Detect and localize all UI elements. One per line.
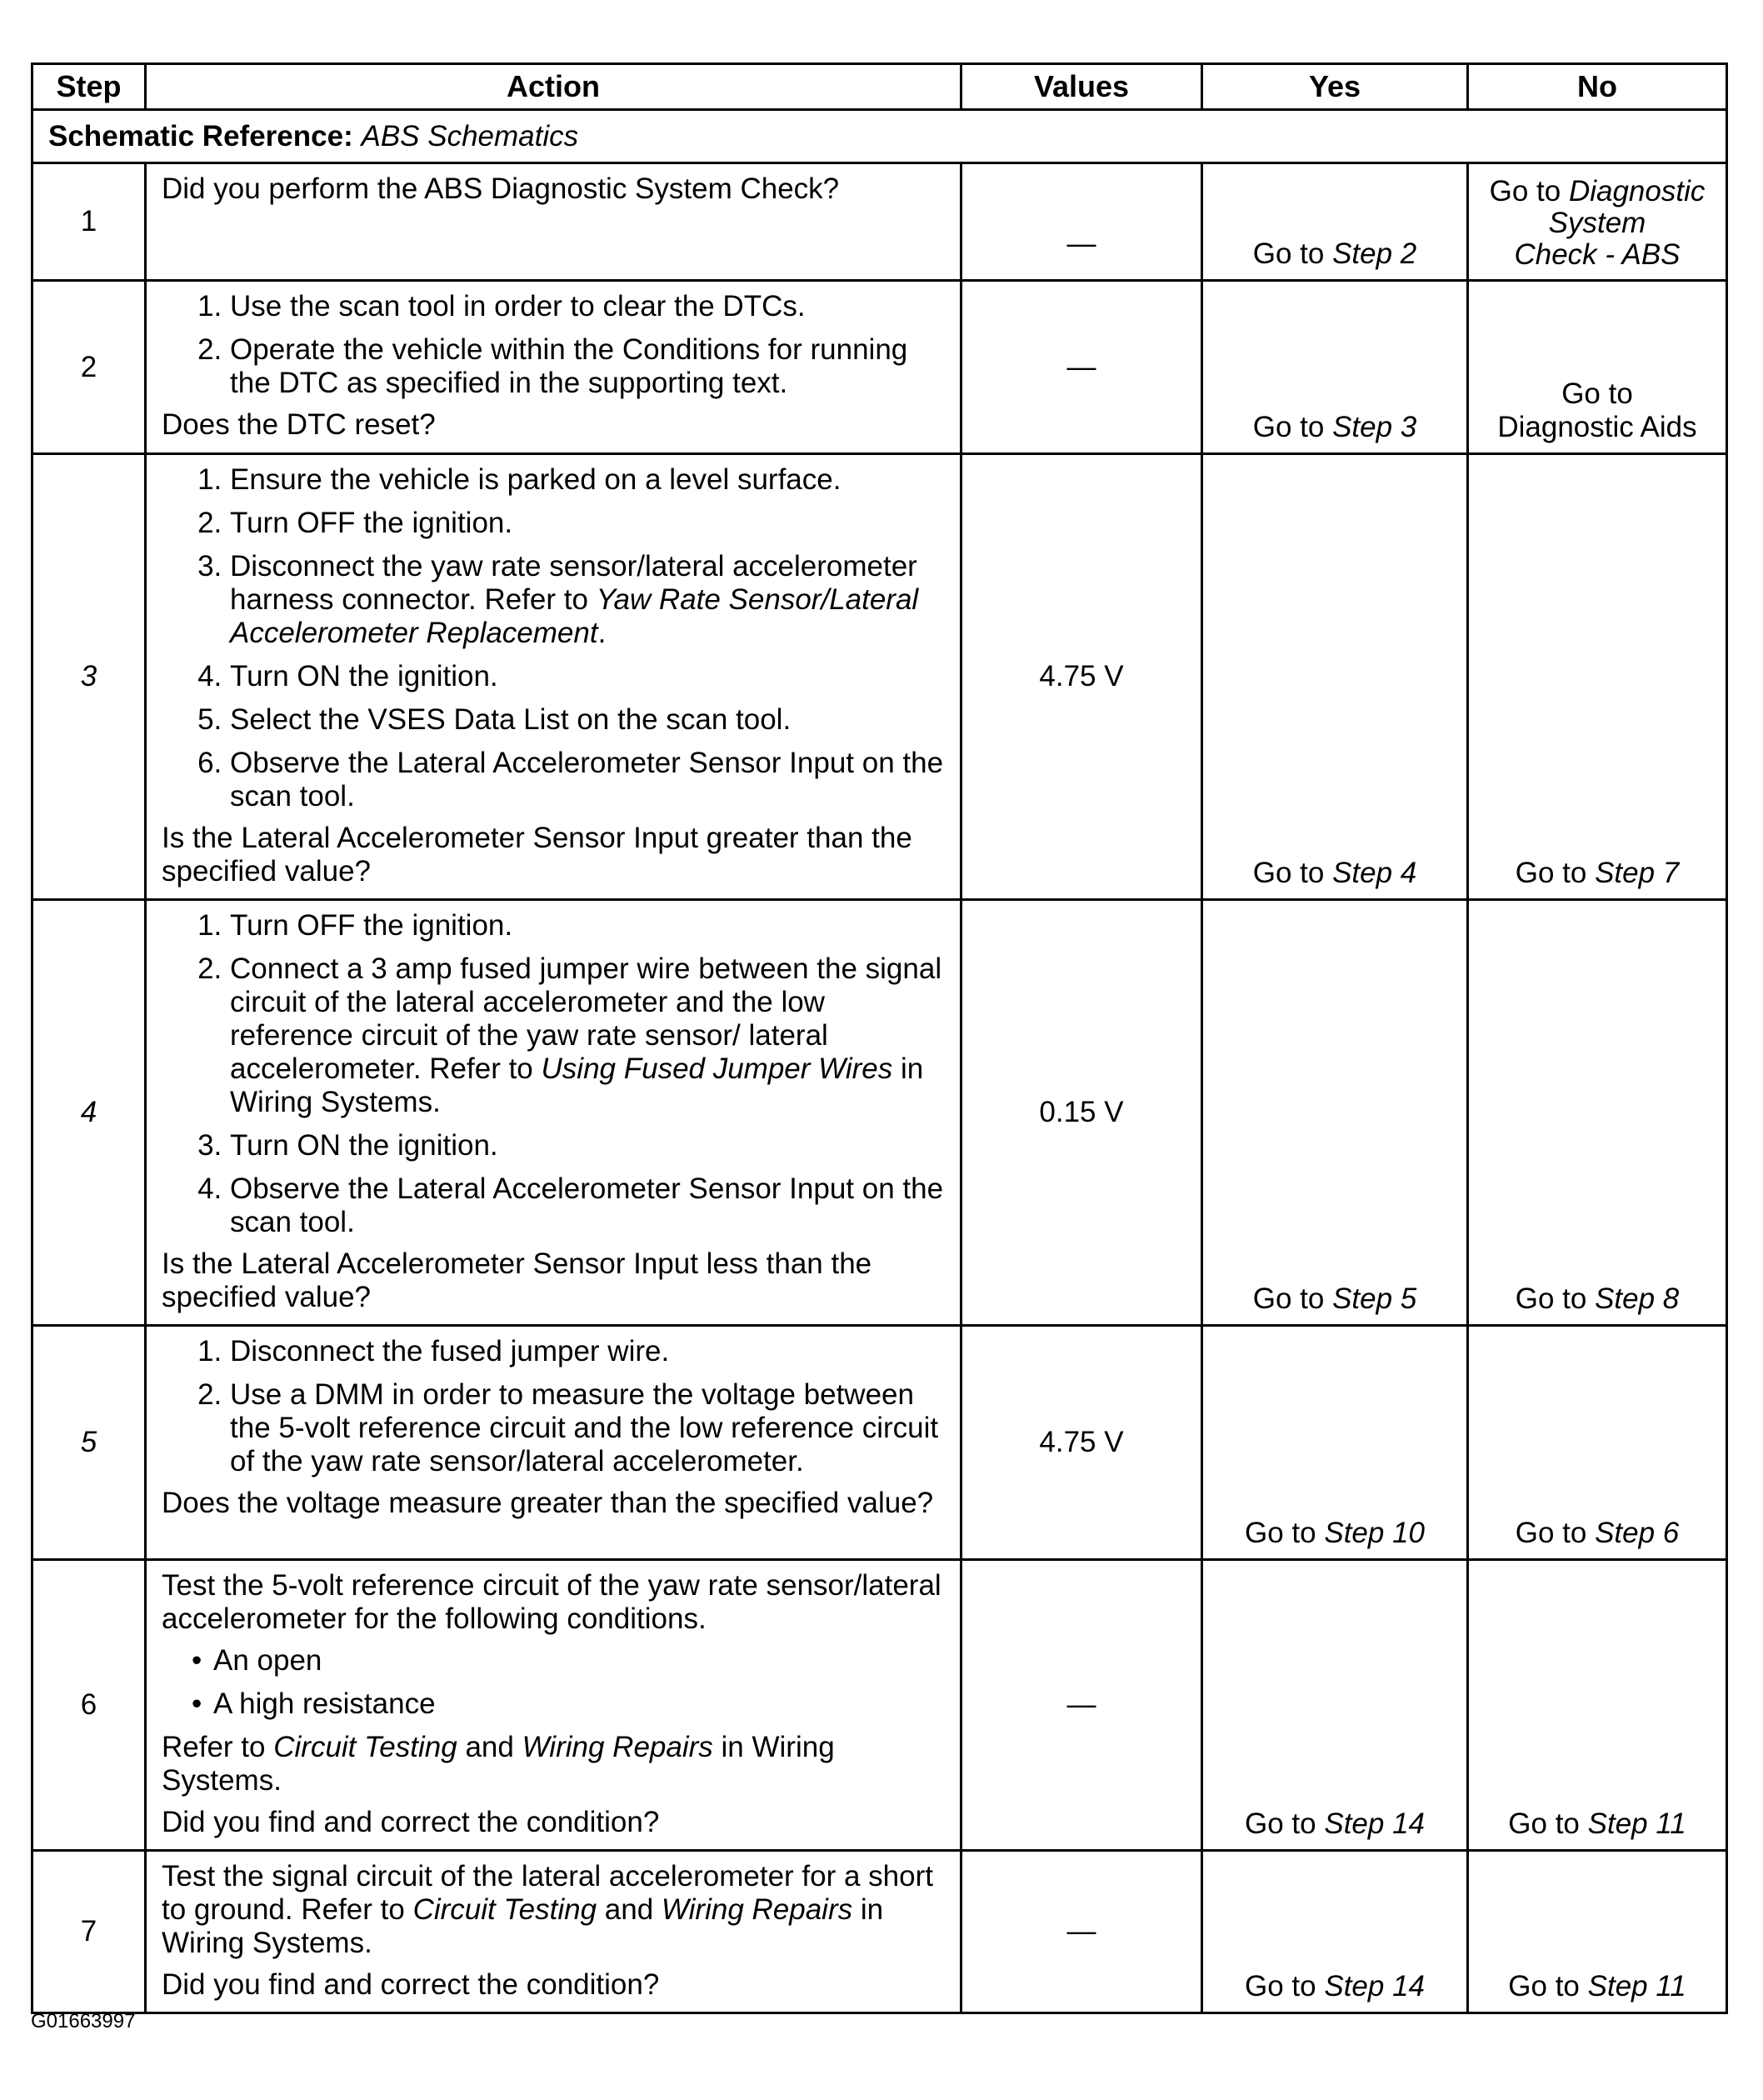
no-cell [1468, 163, 1727, 281]
action-item-text: Connect a 3 amp fused jumper wire between the signal circuit of the lateral accelerometer and the low reference circuit of the yaw rate sensor/ lateral accelerometer. Refer to [230, 952, 942, 1085]
yes-cell [1202, 900, 1468, 1326]
value-cell: — [961, 281, 1202, 454]
no-cell [1468, 454, 1727, 900]
no-prefix: Go to [1489, 175, 1561, 208]
no-cell [1468, 1851, 1727, 2013]
yes-cell [1202, 454, 1468, 900]
yes-step-link[interactable]: Step 2 [1332, 238, 1417, 270]
yes-step-link[interactable]: Step 4 [1332, 857, 1417, 889]
refer-and: and [604, 1893, 654, 1926]
table-row-step-7 [32, 1851, 1727, 2013]
refer-and: and [465, 1731, 514, 1763]
action-list [162, 290, 948, 400]
yes-step-link[interactable]: Step 14 [1324, 1970, 1425, 2002]
header-no: No [1468, 64, 1727, 110]
table-row-step-5 [32, 1326, 1727, 1560]
refer-tail: in Wiring Systems. [162, 1893, 884, 1959]
no-cell [1468, 1326, 1727, 1560]
table-row-step-3 [32, 454, 1727, 900]
schematic-link[interactable]: ABS Schematics [361, 119, 579, 152]
no-prefix: Go to [1515, 857, 1587, 889]
value-cell: — [961, 1560, 1202, 1851]
no-cell [1468, 900, 1727, 1326]
yes-prefix: Go to [1245, 1517, 1316, 1549]
action-item: 5. Select the VSES Data List on the scan tool. [230, 703, 948, 737]
action-item: 2. Use a DMM in order to measure the voltage between the 5-volt reference circuit and the low reference circuit of the yaw rate sensor/lateral accelerometer. [230, 1378, 948, 1478]
action-item: 1. Use the scan tool in order to clear the DTCs. [230, 290, 948, 323]
reference-link[interactable]: Wiring Repairs [522, 1731, 713, 1763]
list-item: • An open [213, 1644, 948, 1678]
step-number: 4 [32, 900, 146, 1326]
action-cell [146, 163, 961, 281]
value-cell: 4.75 V [961, 1326, 1202, 1560]
yes-cell [1202, 1560, 1468, 1851]
intro-text: Test the signal circuit of the lateral accelerometer for a short to ground. Refer to [162, 1860, 933, 1926]
list-item: • A high resistance [213, 1688, 948, 1721]
value-cell: — [961, 163, 1202, 281]
header-yes: Yes [1202, 64, 1468, 110]
refer-text [162, 1731, 948, 1798]
yes-prefix: Go to [1245, 1970, 1316, 2002]
action-cell [146, 454, 961, 900]
no-prefix: Go to [1515, 1517, 1587, 1549]
yes-step-link[interactable]: Step 3 [1332, 411, 1417, 443]
value-cell: — [961, 1851, 1202, 2013]
action-item: 3. Disconnect the yaw rate sensor/lateral accelerometer harness connector. Refer to Yaw Rate Sensor/Lateral Accelerometer Replacement. [230, 550, 948, 650]
action-intro [162, 1860, 948, 1960]
schematic-label: Schematic Reference: [48, 119, 353, 152]
yes-cell [1202, 163, 1468, 281]
no-prefix: Go to [1561, 378, 1633, 410]
table-row-step-6 [32, 1560, 1727, 1851]
step-number: 2 [32, 281, 146, 454]
action-cell [146, 1851, 961, 2013]
condition-list [162, 1644, 948, 1721]
yes-prefix: Go to [1252, 238, 1325, 270]
table-row-step-2 [32, 281, 1727, 454]
action-intro: Test the 5-volt reference circuit of the yaw rate sensor/lateral accelerometer for the following conditions. [162, 1569, 941, 1635]
yes-prefix: Go to [1245, 1808, 1316, 1840]
schematic-row [32, 110, 1727, 163]
no-step-link[interactable]: Step 8 [1595, 1282, 1680, 1315]
action-question: Does the voltage measure greater than the specified value? [162, 1487, 934, 1519]
action-list [162, 909, 948, 1239]
yes-cell [1202, 1326, 1468, 1560]
no-prefix: Go to [1508, 1970, 1580, 2002]
header-action: Action [146, 64, 961, 110]
action-list [162, 1335, 948, 1478]
step-number: 1 [32, 163, 146, 281]
action-question: Is the Lateral Accelerometer Sensor Input less than the specified value? [162, 1248, 872, 1313]
reference-link[interactable]: Using Fused Jumper Wires [541, 1052, 893, 1085]
no-link-line3[interactable]: Check - ABS [1514, 238, 1681, 271]
action-cell [146, 1326, 961, 1560]
yes-prefix: Go to [1252, 1282, 1325, 1315]
reference-link[interactable]: Wiring Repairs [661, 1893, 853, 1926]
action-cell [146, 900, 961, 1326]
no-cell [1468, 281, 1727, 454]
yes-cell [1202, 1851, 1468, 2013]
action-item: 4. Observe the Lateral Accelerometer Sensor Input on the scan tool. [230, 1172, 948, 1239]
reference-link[interactable]: Circuit Testing [412, 1893, 597, 1926]
action-item: 3. Turn ON the ignition. [230, 1129, 948, 1162]
yes-cell [1202, 281, 1468, 454]
reference-link[interactable]: Yaw Rate Sensor/Lateral Accelerometer Replacement [230, 583, 919, 649]
value-cell: 4.75 V [961, 454, 1202, 900]
step-number: 5 [32, 1326, 146, 1560]
action-list [162, 463, 948, 813]
yes-step-link[interactable]: Step 10 [1324, 1517, 1425, 1549]
header-step: Step [32, 64, 146, 110]
table-row-step-1 [32, 163, 1727, 281]
yes-prefix: Go to [1252, 411, 1325, 443]
header-row [32, 64, 1727, 110]
action-question: Is the Lateral Accelerometer Sensor Input greater than the specified value? [162, 822, 912, 888]
no-link-line1[interactable]: Diagnostic [1568, 175, 1706, 208]
action-item [230, 952, 948, 1119]
action-item-tail: in Wiring Systems. [230, 1052, 924, 1118]
action-item: 1. Ensure the vehicle is parked on a level surface. [230, 463, 948, 497]
action-item: 6. Observe the Lateral Accelerometer Sensor Input on the scan tool. [230, 747, 948, 813]
refer-prefix: Refer to [162, 1731, 266, 1763]
reference-link[interactable]: Circuit Testing [273, 1731, 457, 1763]
table-row-step-4 [32, 900, 1727, 1326]
no-step-link[interactable]: Step 7 [1595, 857, 1680, 889]
no-prefix: Go to [1508, 1808, 1580, 1840]
diagnostic-table [31, 62, 1728, 2014]
action-item-text: Disconnect the yaw rate sensor/lateral accelerometer harness connector. Refer to [230, 550, 917, 616]
action-item: 1. Turn OFF the ignition. [230, 909, 948, 942]
action-question: Did you find and correct the condition? [162, 1968, 660, 2001]
step-number: 7 [32, 1851, 146, 2013]
value-cell: 0.15 V [961, 900, 1202, 1326]
action-question: Did you perform the ABS Diagnostic System Check? [162, 172, 840, 205]
schematic-reference [32, 110, 1727, 163]
action-item: 2. Operate the vehicle within the Conditions for running the DTC as specified in the supporting text. [230, 333, 948, 400]
header-values: Values [961, 64, 1202, 110]
action-cell [146, 281, 961, 454]
step-number: 6 [32, 1560, 146, 1851]
refer-tail: in Wiring Systems. [162, 1731, 835, 1797]
figure-id: G01663997 [31, 2010, 136, 2032]
no-prefix: Go to [1515, 1282, 1587, 1315]
action-item: 1. Disconnect the fused jumper wire. [230, 1335, 948, 1368]
no-step-link[interactable]: Step 6 [1595, 1517, 1680, 1549]
no-link-line2[interactable]: System [1548, 207, 1646, 239]
no-step-link[interactable]: Step 11 [1587, 1970, 1686, 2002]
action-cell [146, 1560, 961, 1851]
no-link[interactable]: Diagnostic Aids [1497, 411, 1697, 443]
action-item: 2. Turn OFF the ignition. [230, 507, 948, 540]
yes-step-link[interactable]: Step 5 [1332, 1282, 1417, 1315]
action-item: 4. Turn ON the ignition. [230, 660, 948, 693]
step-number: 3 [32, 454, 146, 900]
yes-prefix: Go to [1252, 857, 1325, 889]
no-step-link[interactable]: Step 11 [1587, 1808, 1686, 1840]
no-cell [1468, 1560, 1727, 1851]
action-question: Did you find and correct the condition? [162, 1806, 660, 1838]
yes-step-link[interactable]: Step 14 [1324, 1808, 1425, 1840]
action-question: Does the DTC reset? [162, 408, 436, 441]
